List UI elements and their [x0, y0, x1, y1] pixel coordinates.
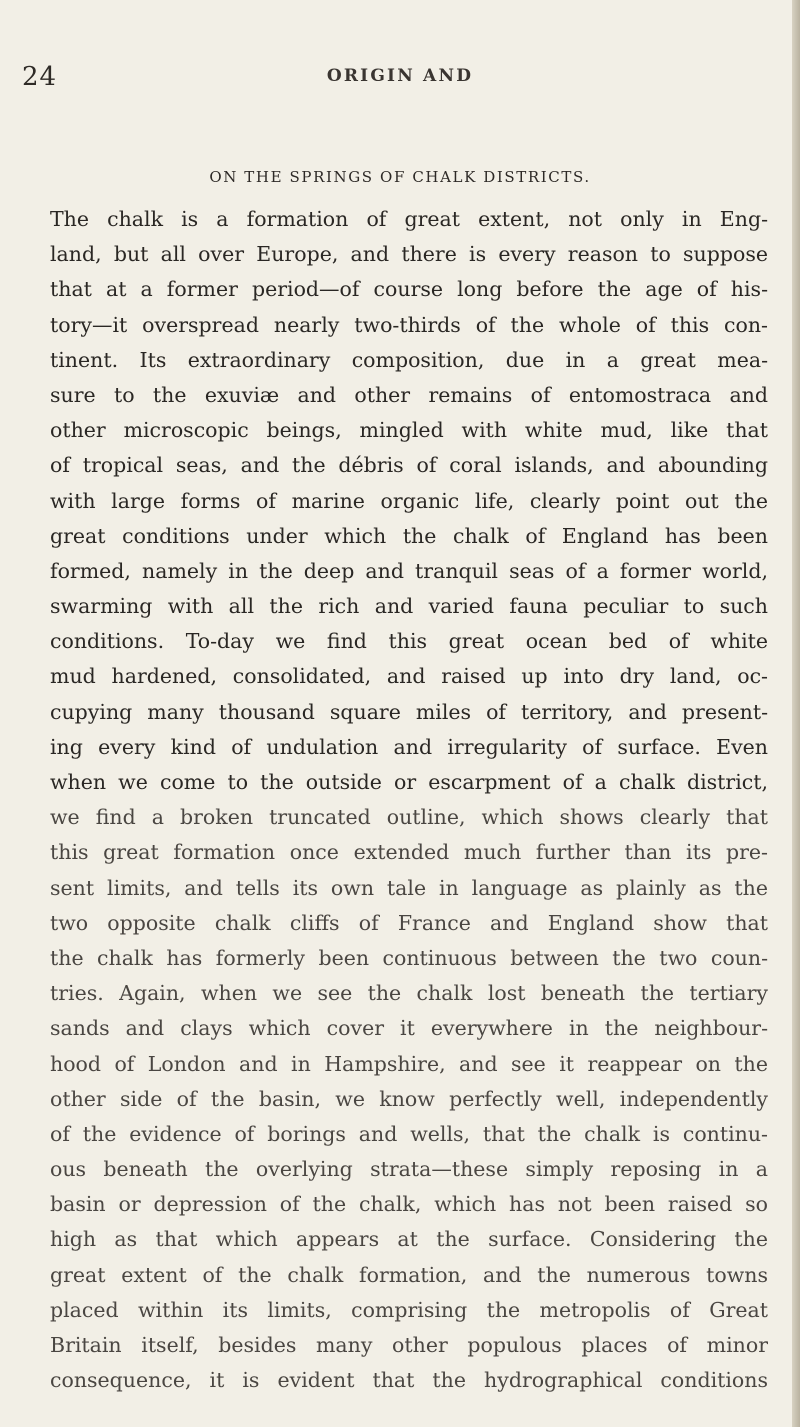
text-line: hood of London and in Hampshire, and see it reappear on the	[50, 1051, 768, 1076]
text-line: mud hardened, consolidated, and raised up into dry land, oc-	[50, 664, 768, 689]
text-line: that at a former period—of course long before the age of his-	[50, 277, 768, 302]
text-line: land, but all over Europe, and there is every reason to suppose	[50, 242, 768, 267]
text-line: high as that which appears at the surface. Considering the	[50, 1227, 768, 1252]
page-number: 24	[22, 62, 58, 92]
section-title: ON THE SPRINGS OF CHALK DISTRICTS.	[209, 168, 591, 186]
text-line: tries. Again, when we see the chalk lost beneath the tertiary	[50, 981, 768, 1006]
text-line: swarming with all the rich and varied fauna peculiar to such	[50, 594, 768, 619]
text-line: tory—it overspread nearly two-thirds of the whole of this con-	[50, 312, 768, 337]
text-line: ing every kind of undulation and irregularity of surface. Even	[50, 734, 768, 759]
text-line: sure to the exuviæ and other remains of entomostraca and	[50, 382, 768, 407]
text-line: with large forms of marine organic life, clearly point out the	[50, 488, 768, 513]
text-line: great conditions under which the chalk of England has been	[50, 523, 768, 548]
text-line: two opposite chalk cliffs of France and England show that	[50, 910, 768, 935]
text-line: ous beneath the overlying strata—these simply reposing in a	[50, 1157, 768, 1182]
text-line: of the evidence of borings and wells, that the chalk is continu-	[50, 1121, 768, 1146]
page-header	[0, 62, 800, 92]
text-line: tinent. Its extraordinary composition, due in a great mea-	[50, 347, 768, 372]
running-title: ORIGIN AND	[326, 66, 474, 86]
page-edge-shadow	[792, 0, 800, 1427]
text-line: consequence, it is evident that the hydrographical conditions	[50, 1368, 768, 1393]
text-line: other microscopic beings, mingled with white mud, like that	[50, 418, 768, 443]
body-paragraph	[50, 202, 768, 1398]
text-line: the chalk has formerly been continuous between the two coun-	[50, 945, 768, 970]
text-line: sands and clays which cover it everywhere in the neighbour-	[50, 1016, 768, 1041]
text-line: of tropical seas, and the débris of coral islands, and abounding	[50, 453, 768, 478]
text-line: The chalk is a formation of great extent, not only in Eng-	[50, 207, 768, 231]
text-line: we find a broken truncated outline, which shows clearly that	[50, 805, 768, 830]
text-line: conditions. To-day we find this great ocean bed of white	[50, 629, 768, 654]
text-line: formed, namely in the deep and tranquil seas of a former world,	[50, 558, 768, 583]
text-line: basin or depression of the chalk, which has not been raised so	[50, 1192, 768, 1217]
text-line: cupying many thousand square miles of territory, and present-	[50, 699, 768, 724]
text-line: placed within its limits, comprising the metropolis of Great	[50, 1297, 768, 1322]
text-line: this great formation once extended much further than its pre-	[50, 840, 768, 865]
text-line: Britain itself, besides many other populous places of minor	[50, 1333, 768, 1357]
text-line: when we come to the outside or escarpment of a chalk district,	[50, 770, 768, 794]
text-line: sent limits, and tells its own tale in language as plainly as the	[50, 875, 768, 900]
text-line: other side of the basin, we know perfectly well, independently	[50, 1086, 768, 1111]
text-line: great extent of the chalk formation, and the numerous towns	[50, 1262, 768, 1287]
